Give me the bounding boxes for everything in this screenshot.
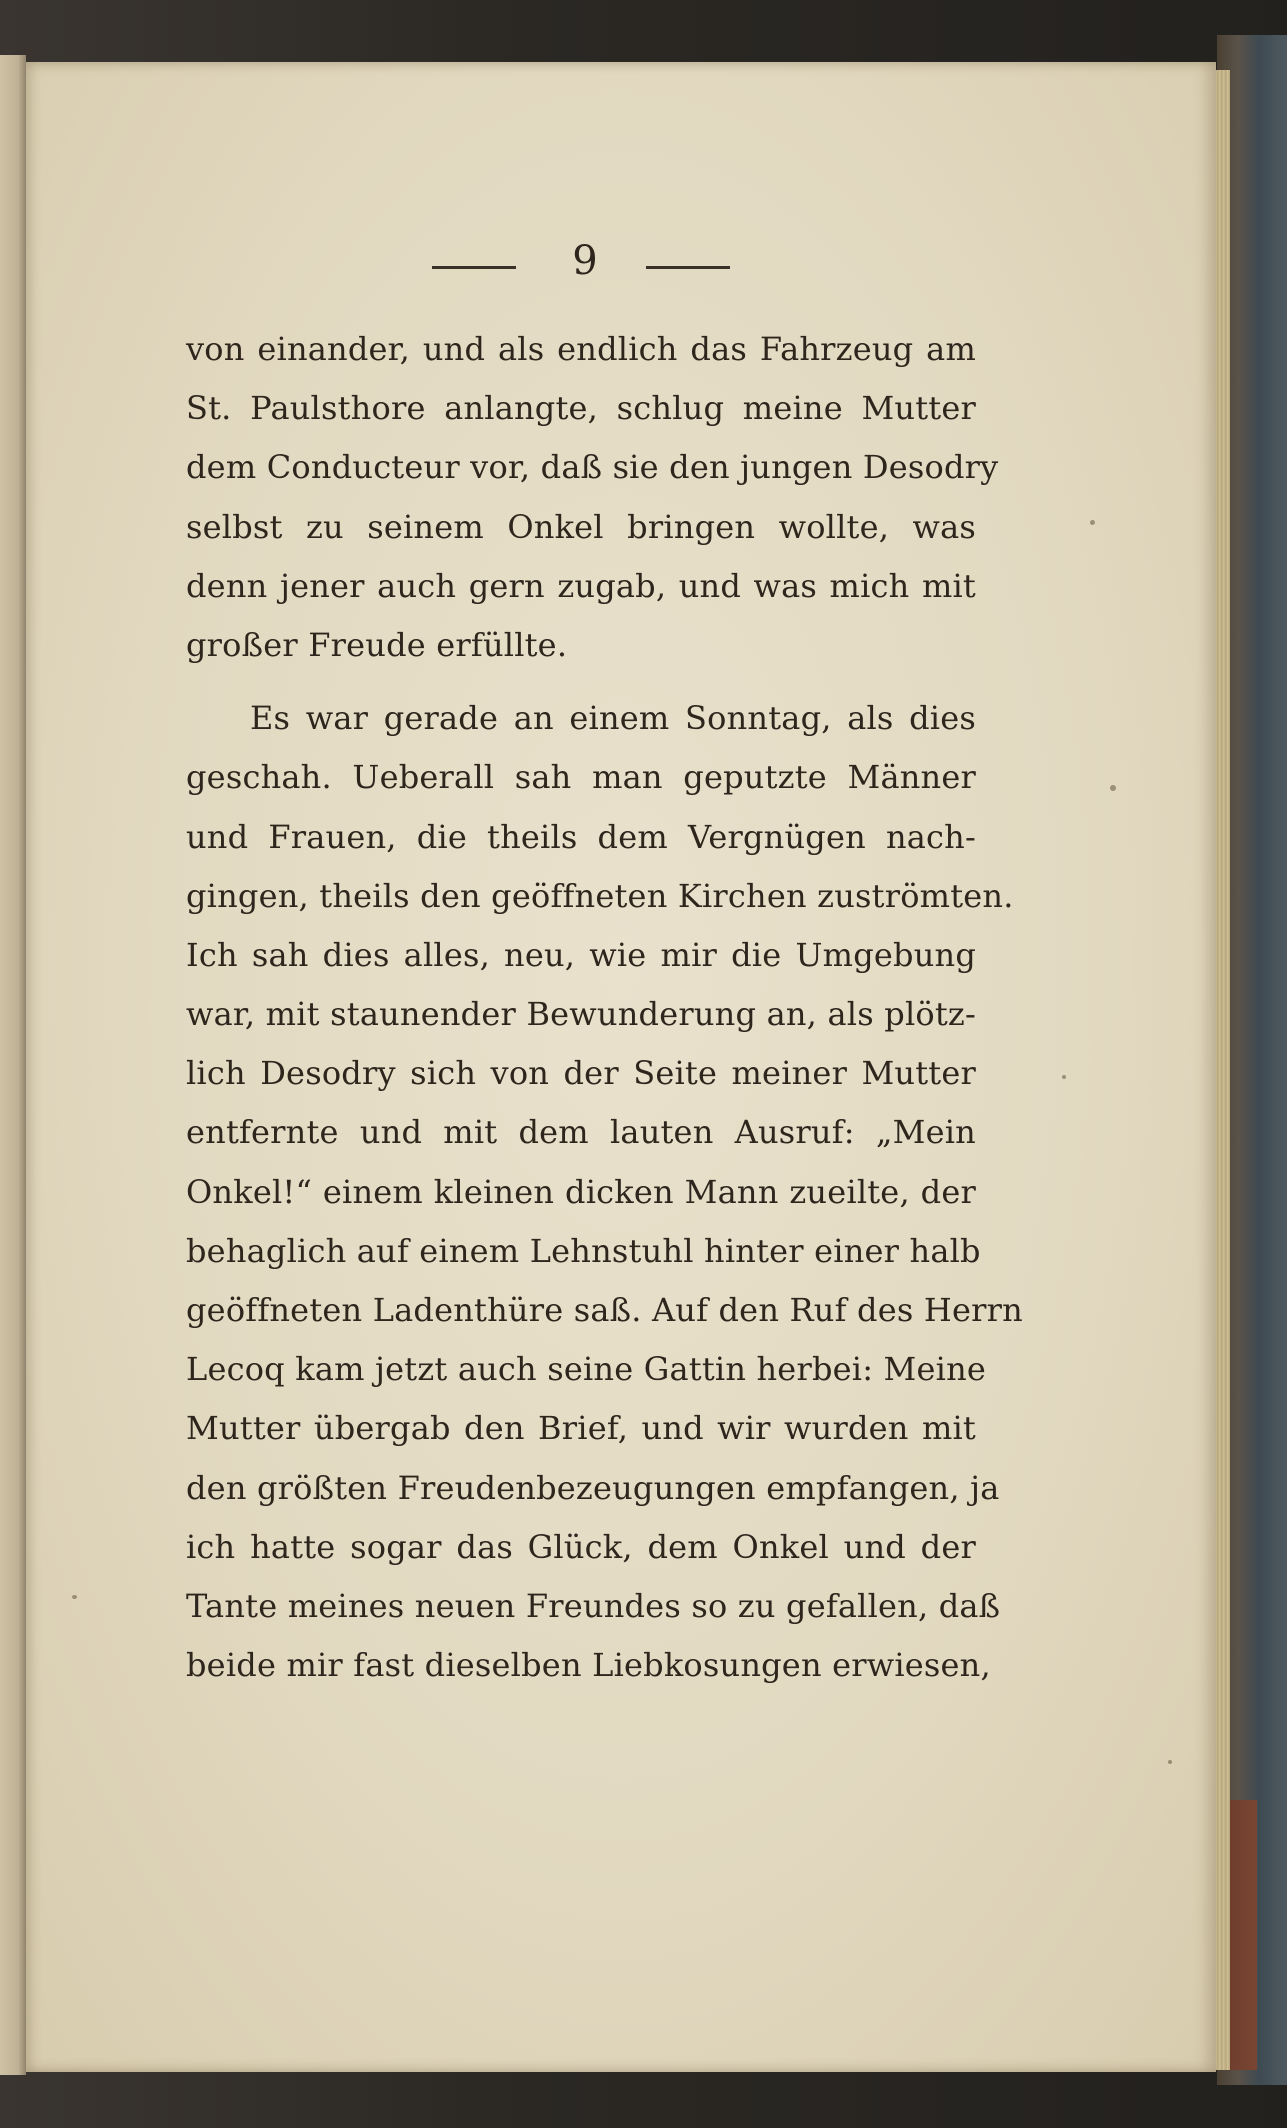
text-line: Mutter übergab den Brief, und wir wurden mit	[186, 1409, 976, 1448]
text-line: St. Paulsthore anlangte, schlug meine Mutter	[186, 389, 976, 428]
page-text	[186, 320, 1023, 1695]
page-stack-edge	[1216, 70, 1230, 2070]
text-line: geöffneten Ladenthüre saß. Auf den Ruf des Herrn	[186, 1291, 1023, 1329]
text-line: und Frauen, die theils dem Vergnügen nach-	[186, 817, 976, 856]
text-line: beide mir fast dieselben Liebkosungen erwiesen,	[186, 1646, 991, 1685]
text-line: selbst zu seinem Onkel bringen wollte, was	[186, 507, 976, 546]
text-line: ich hatte sogar das Glück, dem Onkel und der	[186, 1527, 976, 1566]
paper-speck	[1110, 785, 1116, 791]
page-header	[0, 238, 1287, 298]
text-line: von einander, und als endlich das Fahrzeug am	[186, 330, 976, 368]
paper-speck	[1168, 1760, 1172, 1764]
text-line: behaglich auf einem Lehnstuhl hinter einer halb	[186, 1231, 981, 1270]
text-line: denn jener auch gern zugab, und was mich mit	[186, 566, 976, 605]
text-line: dem Conducteur vor, daß sie den jungen Desodry	[186, 448, 999, 487]
text-line: Lecoq kam jetzt auch seine Gattin herbei: Meine	[186, 1350, 987, 1389]
page-number: 9	[572, 238, 598, 284]
paragraph-gap	[186, 675, 976, 689]
text-line: großer Freude erfüllte.	[186, 625, 568, 664]
text-line: Tante meines neuen Freundes so zu gefallen, daß	[186, 1586, 1001, 1625]
text-line: Ich sah dies alles, neu, wie mir die Umgebung	[186, 935, 976, 974]
text-line: Onkel!“ einem kleinen dicken Mann zueilte, der	[186, 1172, 976, 1211]
text-line: gingen, theils den geöffneten Kirchen zuströmten.	[186, 876, 1014, 915]
text-line: war, mit staunender Bewunderung an, als plötz-	[186, 995, 976, 1034]
text-line: entfernte und mit dem lauten Ausruf: „Mein	[186, 1113, 976, 1152]
facing-page-edge	[0, 55, 26, 2075]
text-line: Es war gerade an einem Sonntag, als dies	[250, 699, 976, 738]
text-line: den größten Freudenbezeugungen empfangen, ja	[186, 1468, 1000, 1507]
text-line: geschah. Ueberall sah man geputzte Männer	[186, 758, 976, 797]
header-rule-left	[432, 266, 516, 269]
paper-speck	[1090, 520, 1095, 525]
text-line: lich Desodry sich von der Seite meiner Mutter	[186, 1054, 976, 1093]
header-rule-right	[646, 266, 730, 269]
paper-speck	[72, 1595, 77, 1599]
paper-speck	[1062, 1075, 1066, 1079]
